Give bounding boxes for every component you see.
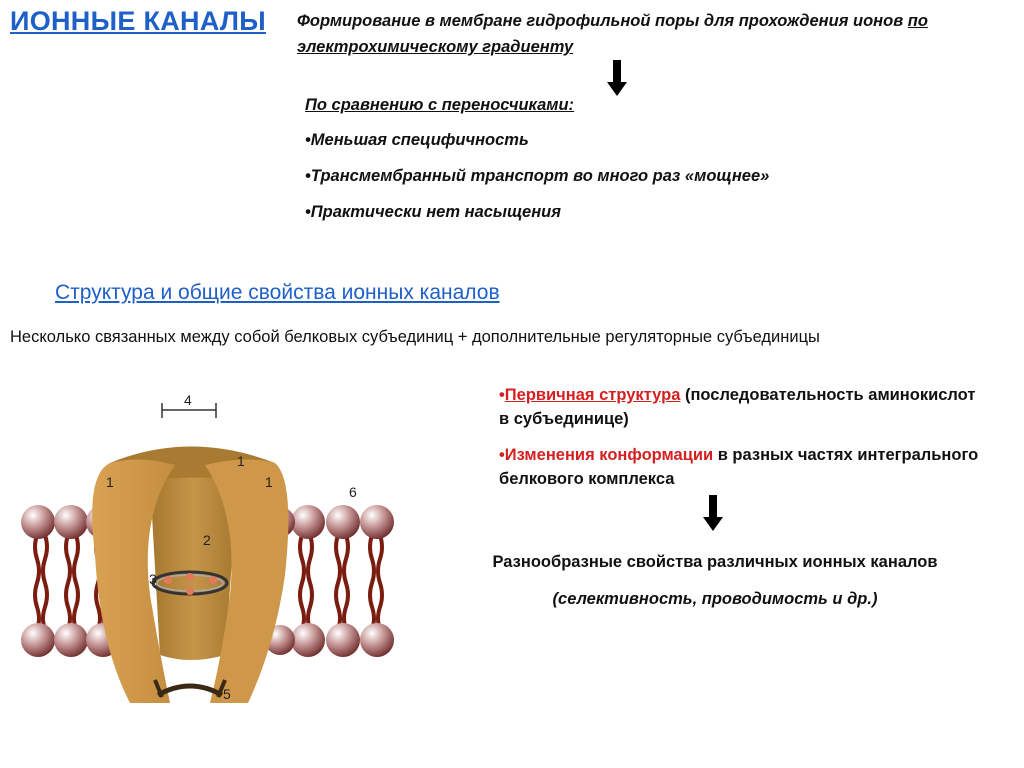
page-title: ИОННЫЕ КАНАЛЫ [10,6,266,36]
diagram-label-1: 1 [106,474,114,490]
comparison-item: •Меньшая специфичность [305,131,529,149]
result-text: Разнообразные свойства различных ионных каналов [492,553,938,571]
ion-channel-diagram [10,385,410,715]
down-arrow-icon [607,60,627,96]
property-bullet: • [499,386,505,404]
diagram-label-2: 2 [203,532,211,548]
diagram-label-4: 4 [184,392,192,408]
comparison-heading: По сравнению с переносчиками: [305,96,575,114]
channel-protein [92,447,288,704]
diagram-label-5: 5 [223,686,231,702]
diagram-label-1: 1 [265,474,273,490]
intro-text [297,8,997,60]
comparison-item: •Трансмембранный транспорт во много раз «мощнее» [305,167,770,185]
down-arrow-icon [703,495,723,531]
intro-text-underlined: по электрохимическому градиенту [297,12,928,56]
property-rest: в разных частях интегрального белкового комплекса [499,446,979,488]
diagram-label-1: 1 [237,453,245,469]
intro-text-part1: Формирование в мембране гидрофильной поры для прохождения ионов [297,12,908,30]
section-title: Структура и общие свойства ионных каналов [55,281,500,304]
diagram-label-6: 6 [349,484,357,500]
comparison-item: •Практически нет насыщения [305,203,561,221]
diagram-label-3: 3 [149,571,157,587]
property-highlight: Изменения конформации [504,446,714,464]
description: Несколько связанных между собой белковых субъединиц + дополнительные регуляторные субъединицы [10,328,820,346]
property-item-conformation [499,443,979,491]
property-highlight: Первичная структура [504,386,681,404]
result-subtext: (селективность, проводимость и др.) [552,590,878,608]
property-bullet: • [499,446,505,464]
property-item-primary-structure [499,383,979,431]
property-rest: (последовательность аминокислот в субъединице) [499,386,976,428]
